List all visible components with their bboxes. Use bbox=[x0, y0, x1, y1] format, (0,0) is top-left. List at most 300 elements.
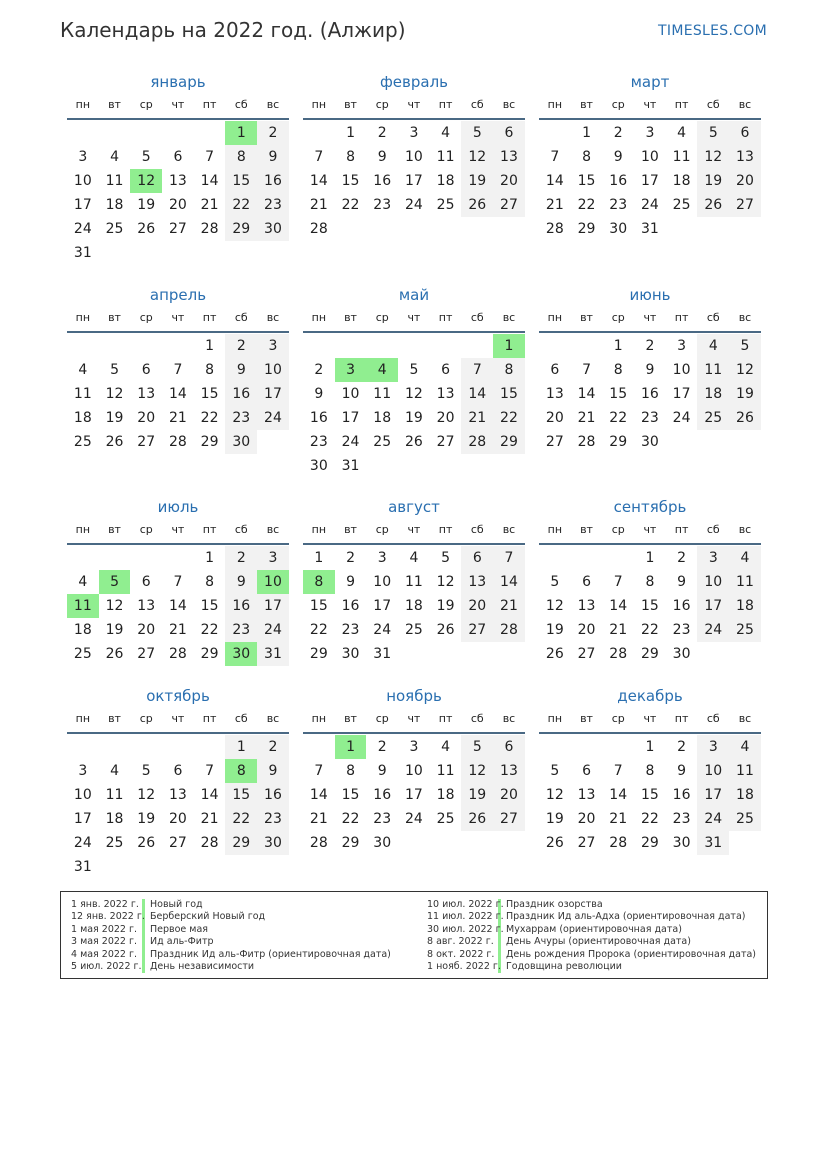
weekday-header bbox=[539, 305, 761, 333]
day-cell: 15 bbox=[577, 173, 596, 189]
day-cell: 9 bbox=[225, 358, 257, 382]
day-cell: 25 bbox=[729, 618, 761, 642]
day-cell: 22 bbox=[309, 622, 328, 638]
day-cell: 13 bbox=[729, 145, 761, 169]
empty-cell bbox=[194, 121, 226, 145]
day-cell: 8 bbox=[582, 149, 591, 165]
weekday-label: пт bbox=[438, 523, 453, 536]
day-cell: 8 bbox=[645, 763, 655, 779]
day-cell: 6 bbox=[141, 362, 151, 378]
day-cell: 10 bbox=[73, 173, 92, 189]
day-cell: 24 bbox=[640, 197, 659, 213]
day-cell: 8 bbox=[205, 574, 215, 590]
day-cell: 15 bbox=[493, 382, 525, 406]
month-8 bbox=[303, 497, 525, 666]
day-cell: 13 bbox=[545, 386, 564, 402]
month-5 bbox=[303, 285, 525, 478]
day-cell: 26 bbox=[436, 622, 455, 638]
day-cell: 5 bbox=[141, 149, 151, 165]
day-cell: 30 bbox=[309, 458, 328, 474]
day-cell: 7 bbox=[314, 763, 324, 779]
empty-cell bbox=[130, 121, 162, 145]
day-cell: 19 bbox=[729, 382, 761, 406]
day-cell: 15 bbox=[640, 787, 659, 803]
holiday-legend bbox=[60, 891, 768, 979]
day-cell: 5 bbox=[441, 550, 451, 566]
day-cell: 29 bbox=[225, 831, 257, 855]
empty-cell bbox=[162, 334, 194, 358]
weekday-header bbox=[303, 92, 525, 120]
weekday-label: вт bbox=[108, 523, 121, 536]
day-cell: 24 bbox=[73, 221, 92, 237]
day-cell: 3 bbox=[677, 338, 687, 354]
weekday-label: чт bbox=[407, 311, 421, 324]
day-cell: 20 bbox=[168, 197, 187, 213]
day-cell: 22 bbox=[225, 807, 257, 831]
day-cell: 7 bbox=[493, 546, 525, 570]
weekday-label: вт bbox=[344, 712, 357, 725]
day-cell: 13 bbox=[577, 598, 596, 614]
weekday-header bbox=[303, 517, 525, 545]
weekday-label: чт bbox=[171, 523, 185, 536]
day-cell: 22 bbox=[640, 811, 659, 827]
weekday-label: пт bbox=[674, 712, 689, 725]
day-cell: 4 bbox=[441, 125, 451, 141]
weekday-label: чт bbox=[171, 311, 185, 324]
weekday-label: пн bbox=[547, 523, 563, 536]
day-cell: 26 bbox=[105, 434, 124, 450]
weekday-label: вс bbox=[738, 712, 752, 725]
day-cell: 23 bbox=[309, 434, 328, 450]
weekday-label: сб bbox=[706, 712, 720, 725]
weekday-label: ср bbox=[139, 712, 153, 725]
day-cell: 13 bbox=[137, 386, 156, 402]
day-cell: 10 bbox=[672, 362, 691, 378]
day-cell: 5 bbox=[729, 334, 761, 358]
day-cell: 26 bbox=[545, 646, 564, 662]
day-cell: 5 bbox=[110, 362, 119, 378]
day-cell: 19 bbox=[137, 197, 156, 213]
day-cell: 30 bbox=[341, 646, 360, 662]
day-cell: 12 bbox=[404, 386, 423, 402]
day-cell: 14 bbox=[609, 598, 628, 614]
month-9 bbox=[539, 497, 761, 666]
weekday-label: пн bbox=[75, 311, 91, 324]
holiday-day-cell: 5 bbox=[99, 570, 131, 594]
month-4 bbox=[67, 285, 289, 454]
day-cell: 22 bbox=[341, 197, 360, 213]
day-cell: 11 bbox=[672, 149, 691, 165]
day-cell: 4 bbox=[110, 763, 119, 779]
weekday-label: чт bbox=[643, 98, 657, 111]
empty-cell bbox=[194, 735, 226, 759]
legend-entry bbox=[71, 899, 391, 911]
day-cell: 28 bbox=[200, 221, 219, 237]
weekday-label: ср bbox=[611, 98, 625, 111]
day-cell: 18 bbox=[404, 598, 423, 614]
day-cell: 21 bbox=[168, 622, 187, 638]
day-cell: 12 bbox=[105, 598, 124, 614]
legend-date: 1 нояб. 2022 г. bbox=[427, 960, 501, 972]
legend-entry bbox=[427, 961, 756, 973]
weekday-label: вс bbox=[502, 311, 516, 324]
day-cell: 16 bbox=[672, 787, 691, 803]
day-cell: 6 bbox=[550, 362, 560, 378]
weekday-label: пн bbox=[311, 98, 327, 111]
weekday-label: пт bbox=[202, 712, 217, 725]
weekday-label: сб bbox=[706, 523, 720, 536]
day-cell: 24 bbox=[373, 622, 392, 638]
day-grid bbox=[303, 735, 525, 855]
day-cell: 27 bbox=[577, 646, 596, 662]
month-1 bbox=[67, 72, 289, 265]
month-10 bbox=[67, 686, 289, 879]
weekday-label: сб bbox=[470, 311, 484, 324]
day-cell: 18 bbox=[436, 787, 455, 803]
day-cell: 11 bbox=[729, 759, 761, 783]
day-cell: 22 bbox=[577, 197, 596, 213]
day-cell: 20 bbox=[577, 811, 596, 827]
month-name: декабрь bbox=[617, 687, 683, 705]
empty-cell bbox=[67, 334, 99, 358]
empty-cell bbox=[571, 546, 603, 570]
day-cell: 31 bbox=[73, 245, 92, 261]
weekday-label: ср bbox=[375, 311, 389, 324]
empty-cell bbox=[99, 334, 131, 358]
day-cell: 8 bbox=[645, 574, 655, 590]
day-cell: 25 bbox=[729, 807, 761, 831]
day-cell: 14 bbox=[309, 787, 328, 803]
empty-cell bbox=[130, 735, 162, 759]
legend-holiday-name: День рождения Пророка (ориентировочная дата) bbox=[506, 948, 757, 960]
weekday-label: вт bbox=[108, 98, 121, 111]
day-cell: 16 bbox=[609, 173, 628, 189]
day-cell: 17 bbox=[404, 787, 423, 803]
weekday-label: пт bbox=[674, 311, 689, 324]
day-cell: 1 bbox=[225, 735, 257, 759]
day-cell: 5 bbox=[409, 362, 419, 378]
weekday-label: пт bbox=[202, 523, 217, 536]
day-cell: 16 bbox=[257, 169, 289, 193]
day-cell: 6 bbox=[493, 735, 525, 759]
legend-holiday-name: День Ачуры (ориентировочная дата) bbox=[506, 936, 691, 948]
day-cell: 22 bbox=[341, 811, 360, 827]
day-cell: 19 bbox=[105, 622, 124, 638]
day-cell: 26 bbox=[461, 807, 493, 831]
day-cell: 23 bbox=[341, 622, 360, 638]
day-cell: 15 bbox=[309, 598, 328, 614]
weekday-label: вт bbox=[344, 311, 357, 324]
day-cell: 6 bbox=[461, 546, 493, 570]
legend-entry bbox=[71, 924, 391, 936]
day-cell: 3 bbox=[257, 334, 289, 358]
day-grid bbox=[303, 334, 525, 478]
month-name: февраль bbox=[379, 73, 449, 91]
day-cell: 24 bbox=[404, 197, 423, 213]
day-cell: 6 bbox=[173, 149, 183, 165]
month-name: май bbox=[398, 286, 430, 304]
legend-column-left bbox=[71, 899, 391, 973]
day-cell: 17 bbox=[73, 197, 92, 213]
weekday-label: сб bbox=[234, 712, 248, 725]
day-cell: 13 bbox=[436, 386, 455, 402]
empty-cell bbox=[99, 546, 131, 570]
day-cell: 29 bbox=[225, 217, 257, 241]
legend-holiday-name: Праздник Ид аль-Адха (ориентировочная дата) bbox=[506, 911, 746, 923]
day-cell: 10 bbox=[697, 570, 729, 594]
day-cell: 7 bbox=[205, 149, 215, 165]
day-cell: 18 bbox=[672, 173, 691, 189]
day-grid bbox=[67, 334, 289, 454]
day-cell: 7 bbox=[582, 362, 591, 378]
day-cell: 14 bbox=[200, 787, 219, 803]
day-cell: 17 bbox=[697, 783, 729, 807]
holiday-day-cell: 30 bbox=[225, 642, 257, 666]
day-cell: 6 bbox=[493, 121, 525, 145]
day-cell: 11 bbox=[105, 173, 124, 189]
day-cell: 17 bbox=[697, 594, 729, 618]
weekday-label: сб bbox=[470, 98, 484, 111]
day-cell: 16 bbox=[373, 173, 392, 189]
day-cell: 23 bbox=[672, 622, 691, 638]
day-cell: 24 bbox=[257, 406, 289, 430]
day-cell: 11 bbox=[729, 570, 761, 594]
day-cell: 26 bbox=[105, 646, 124, 662]
day-cell: 21 bbox=[200, 197, 219, 213]
holiday-day-cell: 1 bbox=[225, 121, 257, 145]
weekday-label: вс bbox=[266, 712, 280, 725]
empty-cell bbox=[539, 334, 571, 358]
weekday-label: пт bbox=[202, 311, 217, 324]
day-cell: 13 bbox=[493, 759, 525, 783]
day-cell: 26 bbox=[545, 835, 564, 851]
weekday-label: пт bbox=[438, 98, 453, 111]
weekday-label: сб bbox=[234, 523, 248, 536]
day-cell: 4 bbox=[697, 334, 729, 358]
day-cell: 6 bbox=[173, 763, 183, 779]
day-cell: 15 bbox=[341, 173, 360, 189]
day-cell: 24 bbox=[404, 811, 423, 827]
day-cell: 24 bbox=[672, 410, 691, 426]
day-cell: 7 bbox=[613, 763, 623, 779]
day-cell: 4 bbox=[729, 735, 761, 759]
day-cell: 12 bbox=[105, 386, 124, 402]
day-cell: 30 bbox=[257, 217, 289, 241]
day-cell: 3 bbox=[697, 546, 729, 570]
day-cell: 21 bbox=[309, 811, 328, 827]
day-cell: 31 bbox=[640, 221, 659, 237]
weekday-label: вт bbox=[108, 311, 121, 324]
weekday-label: пн bbox=[547, 712, 563, 725]
day-cell: 8 bbox=[225, 145, 257, 169]
day-cell: 10 bbox=[373, 574, 392, 590]
day-cell: 23 bbox=[640, 410, 659, 426]
weekday-label: чт bbox=[643, 523, 657, 536]
day-cell: 17 bbox=[640, 173, 659, 189]
day-cell: 3 bbox=[78, 763, 88, 779]
month-name: сентябрь bbox=[613, 498, 687, 516]
day-cell: 14 bbox=[168, 386, 187, 402]
weekday-label: вс bbox=[738, 98, 752, 111]
weekday-label: чт bbox=[407, 98, 421, 111]
day-cell: 16 bbox=[672, 598, 691, 614]
day-cell: 19 bbox=[461, 169, 493, 193]
day-cell: 9 bbox=[613, 149, 623, 165]
day-cell: 25 bbox=[105, 221, 124, 237]
day-cell: 19 bbox=[545, 811, 564, 827]
holiday-day-cell: 10 bbox=[257, 570, 289, 594]
empty-cell bbox=[162, 735, 194, 759]
day-cell: 16 bbox=[225, 594, 257, 618]
day-cell: 19 bbox=[105, 410, 124, 426]
day-cell: 10 bbox=[73, 787, 92, 803]
day-cell: 4 bbox=[78, 362, 88, 378]
day-cell: 26 bbox=[137, 835, 156, 851]
day-cell: 27 bbox=[137, 646, 156, 662]
day-cell: 9 bbox=[225, 570, 257, 594]
day-cell: 13 bbox=[168, 787, 187, 803]
day-cell: 30 bbox=[672, 646, 691, 662]
weekday-header bbox=[67, 706, 289, 734]
day-cell: 4 bbox=[677, 125, 687, 141]
empty-cell bbox=[99, 735, 131, 759]
day-cell: 21 bbox=[168, 410, 187, 426]
day-cell: 7 bbox=[173, 574, 183, 590]
day-cell: 28 bbox=[609, 835, 628, 851]
day-cell: 2 bbox=[377, 125, 387, 141]
legend-entry bbox=[71, 911, 391, 923]
day-cell: 3 bbox=[409, 739, 419, 755]
day-cell: 8 bbox=[205, 362, 215, 378]
legend-entry bbox=[71, 936, 391, 948]
day-cell: 16 bbox=[257, 783, 289, 807]
day-cell: 5 bbox=[550, 574, 560, 590]
day-cell: 21 bbox=[309, 197, 328, 213]
day-cell: 24 bbox=[697, 807, 729, 831]
day-cell: 14 bbox=[577, 386, 596, 402]
day-cell: 18 bbox=[105, 197, 124, 213]
day-cell: 23 bbox=[609, 197, 628, 213]
day-grid bbox=[67, 121, 289, 265]
day-cell: 19 bbox=[545, 622, 564, 638]
day-cell: 30 bbox=[225, 430, 257, 454]
weekday-label: пн bbox=[311, 311, 327, 324]
day-cell: 1 bbox=[645, 550, 655, 566]
empty-cell bbox=[67, 121, 99, 145]
day-cell: 26 bbox=[461, 193, 493, 217]
day-cell: 24 bbox=[697, 618, 729, 642]
day-cell: 20 bbox=[436, 410, 455, 426]
day-cell: 13 bbox=[137, 598, 156, 614]
empty-cell bbox=[67, 735, 99, 759]
weekday-label: сб bbox=[234, 98, 248, 111]
day-cell: 29 bbox=[309, 646, 328, 662]
month-2 bbox=[303, 72, 525, 241]
day-cell: 10 bbox=[697, 759, 729, 783]
day-cell: 25 bbox=[672, 197, 691, 213]
day-cell: 29 bbox=[577, 221, 596, 237]
day-cell: 19 bbox=[436, 598, 455, 614]
weekday-label: вт bbox=[344, 523, 357, 536]
legend-entry bbox=[427, 911, 756, 923]
weekday-header bbox=[539, 92, 761, 120]
day-cell: 12 bbox=[461, 145, 493, 169]
day-cell: 6 bbox=[141, 574, 151, 590]
legend-holiday-name: Праздник озорства bbox=[506, 899, 603, 910]
weekday-label: вт bbox=[108, 712, 121, 725]
day-cell: 3 bbox=[645, 125, 655, 141]
day-cell: 4 bbox=[729, 546, 761, 570]
empty-cell bbox=[130, 546, 162, 570]
day-cell: 27 bbox=[493, 193, 525, 217]
weekday-label: ср bbox=[611, 712, 625, 725]
day-cell: 20 bbox=[729, 169, 761, 193]
day-cell: 7 bbox=[173, 362, 183, 378]
day-cell: 2 bbox=[257, 121, 289, 145]
weekday-label: чт bbox=[407, 523, 421, 536]
legend-entry bbox=[427, 924, 756, 936]
weekday-label: ср bbox=[375, 98, 389, 111]
empty-cell bbox=[539, 735, 571, 759]
day-cell: 20 bbox=[168, 811, 187, 827]
day-cell: 20 bbox=[137, 622, 156, 638]
day-grid bbox=[539, 121, 761, 241]
weekday-label: вс bbox=[266, 523, 280, 536]
weekday-label: сб bbox=[234, 311, 248, 324]
day-cell: 11 bbox=[404, 574, 423, 590]
day-cell: 15 bbox=[341, 787, 360, 803]
legend-entry bbox=[71, 949, 391, 961]
day-cell: 15 bbox=[200, 598, 219, 614]
day-cell: 29 bbox=[200, 434, 219, 450]
day-cell: 15 bbox=[200, 386, 219, 402]
day-cell: 9 bbox=[677, 574, 687, 590]
month-3 bbox=[539, 72, 761, 241]
weekday-label: сб bbox=[470, 523, 484, 536]
day-cell: 20 bbox=[545, 410, 564, 426]
day-cell: 10 bbox=[640, 149, 659, 165]
day-cell: 12 bbox=[436, 574, 455, 590]
legend-date: 1 янв. 2022 г. bbox=[71, 899, 145, 911]
empty-cell bbox=[67, 546, 99, 570]
month-name: ноябрь bbox=[386, 687, 442, 705]
weekday-label: чт bbox=[171, 712, 185, 725]
day-cell: 3 bbox=[377, 550, 387, 566]
day-cell: 20 bbox=[137, 410, 156, 426]
day-cell: 25 bbox=[105, 835, 124, 851]
weekday-label: пн bbox=[311, 523, 327, 536]
day-cell: 21 bbox=[609, 811, 628, 827]
month-name: август bbox=[388, 498, 440, 516]
weekday-label: вс bbox=[266, 311, 280, 324]
day-cell: 17 bbox=[341, 410, 360, 426]
empty-cell bbox=[303, 121, 335, 145]
day-cell: 23 bbox=[373, 197, 392, 213]
day-cell: 28 bbox=[493, 618, 525, 642]
day-grid bbox=[67, 546, 289, 666]
day-cell: 30 bbox=[257, 831, 289, 855]
day-cell: 5 bbox=[697, 121, 729, 145]
weekday-label: чт bbox=[171, 98, 185, 111]
weekday-label: пн bbox=[75, 523, 91, 536]
empty-cell bbox=[571, 334, 603, 358]
day-cell: 2 bbox=[257, 735, 289, 759]
weekday-label: пн bbox=[311, 712, 327, 725]
day-cell: 12 bbox=[545, 787, 564, 803]
weekday-label: ср bbox=[611, 523, 625, 536]
day-cell: 23 bbox=[225, 406, 257, 430]
site-logo[interactable]: TIMESLES.COM bbox=[658, 23, 767, 39]
